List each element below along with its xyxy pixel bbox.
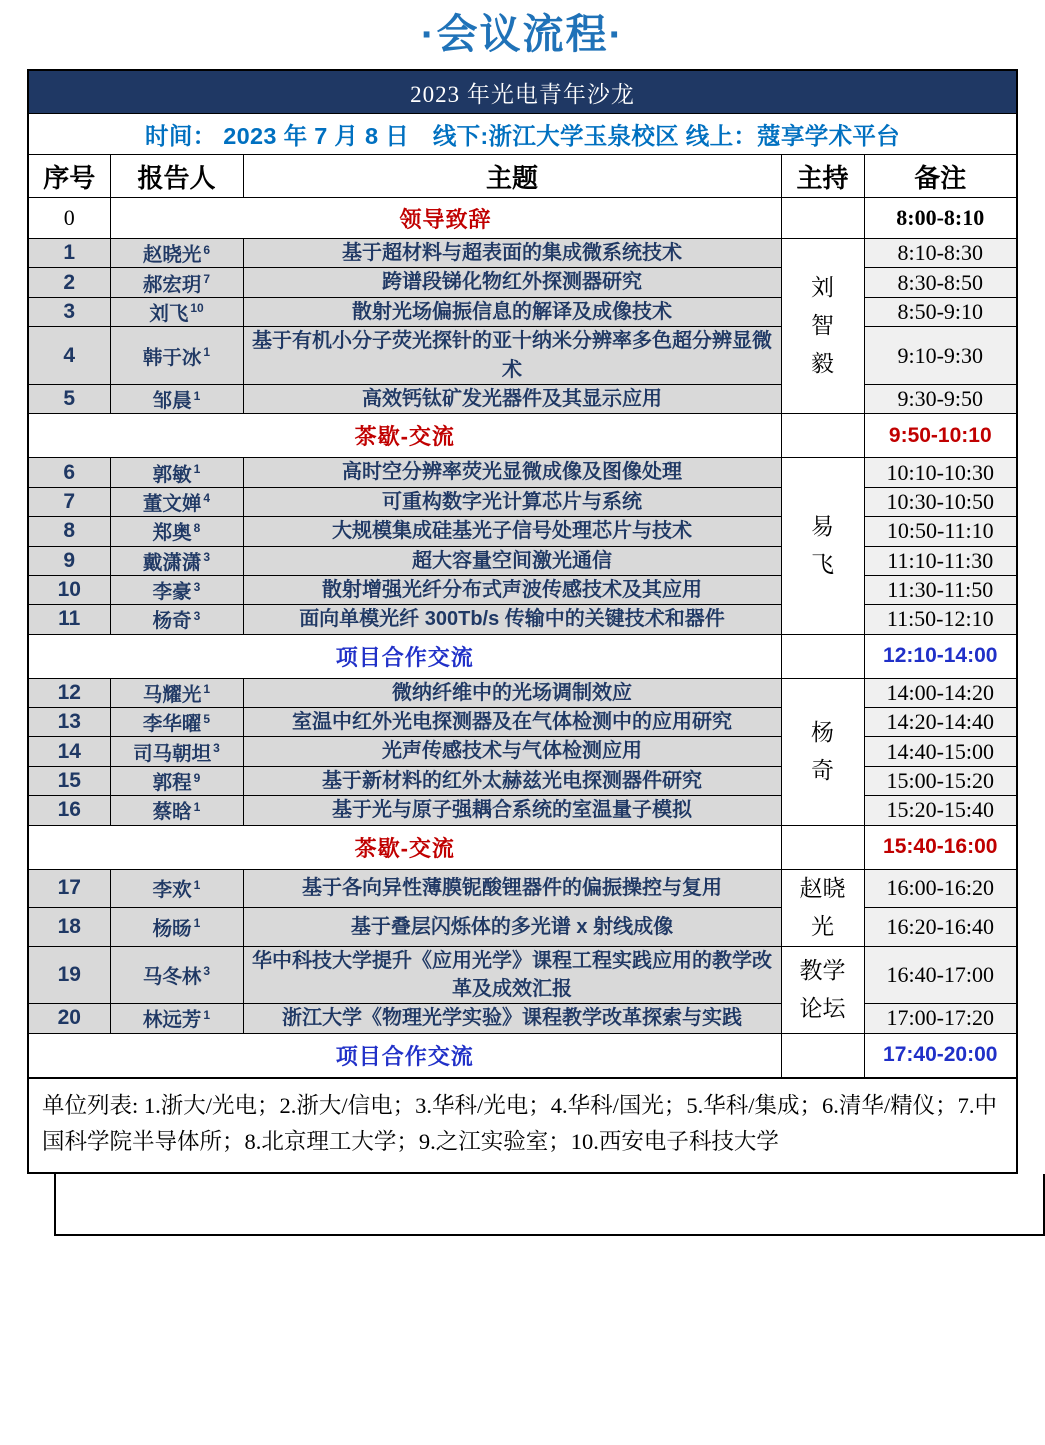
row-number: 7 bbox=[28, 487, 110, 516]
speaker-name: 董文婵 $^4$ bbox=[110, 487, 243, 516]
speaker-name: 戴潇潇 $^3$ bbox=[110, 546, 243, 575]
row-number: 11 bbox=[28, 605, 110, 634]
host-char: 论坛 bbox=[799, 994, 846, 1021]
speaker-name: 赵晓光 $^6$ bbox=[110, 239, 243, 268]
row-number: 12 bbox=[28, 678, 110, 707]
table-row bbox=[28, 327, 1017, 385]
speaker-name: 李华曜 $^5$ bbox=[110, 708, 243, 737]
conference-schedule-table bbox=[27, 69, 1018, 1079]
affiliation-superscript: 1 bbox=[193, 462, 201, 477]
break-time: 9:50-10:10 bbox=[864, 414, 1017, 458]
speaker-name: 郭敏 $^1$ bbox=[110, 458, 243, 487]
row-number: 6 bbox=[28, 458, 110, 487]
speaker-name: 马冬林 $^3$ bbox=[110, 946, 243, 1004]
talk-topic: 基于各向异性薄膜铌酸锂器件的偏振操控与复用 bbox=[243, 869, 781, 907]
row-number: 18 bbox=[28, 908, 110, 946]
affiliation-superscript: 4 bbox=[203, 491, 211, 506]
table-row bbox=[28, 487, 1017, 516]
host-cell-empty bbox=[781, 825, 864, 869]
row-time: 10:50-11:10 bbox=[864, 517, 1017, 546]
host-char: 飞 bbox=[811, 551, 834, 578]
table-row bbox=[28, 458, 1017, 487]
affiliation-superscript: 9 bbox=[193, 770, 201, 785]
break-row bbox=[28, 634, 1017, 678]
column-header-row bbox=[28, 155, 1017, 198]
speaker-name: 韩于冰 $^1$ bbox=[110, 327, 243, 385]
break-row bbox=[28, 825, 1017, 869]
speaker-name: 杨奇 $^3$ bbox=[110, 605, 243, 634]
affiliation-superscript: 7 bbox=[203, 272, 211, 287]
affiliation-superscript: 1 bbox=[193, 388, 201, 403]
affiliation-superscript: 3 bbox=[193, 579, 201, 594]
talk-topic: 散射增强光纤分布式声波传感技术及其应用 bbox=[243, 575, 781, 604]
host-name bbox=[781, 239, 864, 414]
row-time: 16:20-16:40 bbox=[864, 908, 1017, 946]
table-row bbox=[28, 605, 1017, 634]
row-time: 11:30-11:50 bbox=[864, 575, 1017, 604]
row-number: 10 bbox=[28, 575, 110, 604]
break-label: 茶歇-交流 bbox=[28, 414, 781, 458]
break-time: 12:10-14:00 bbox=[864, 634, 1017, 678]
table-row bbox=[28, 575, 1017, 604]
column-header-host: 主持 bbox=[781, 155, 864, 198]
affiliation-superscript: 3 bbox=[193, 608, 201, 623]
break-row bbox=[28, 1033, 1017, 1078]
row-number: 2 bbox=[28, 268, 110, 297]
table-row bbox=[28, 546, 1017, 575]
talk-topic: 基于叠层闪烁体的多光谱 x 射线成像 bbox=[243, 908, 781, 946]
row-time: 14:20-14:40 bbox=[864, 708, 1017, 737]
row-number: 8 bbox=[28, 517, 110, 546]
talk-topic: 浙江大学《物理光学实验》课程教学改革探索与实践 bbox=[243, 1004, 781, 1033]
speaker-name: 李欢 $^1$ bbox=[110, 869, 243, 907]
affiliation-superscript: 3 bbox=[203, 964, 211, 979]
host-char: 光 bbox=[811, 912, 834, 939]
row-time: 16:00-16:20 bbox=[864, 869, 1017, 907]
row-time: 8:10-8:30 bbox=[864, 239, 1017, 268]
row-number: 9 bbox=[28, 546, 110, 575]
talk-topic: 面向单模光纤 300Tb/s 传输中的关键技术和器件 bbox=[243, 605, 781, 634]
row-time: 9:30-9:50 bbox=[864, 384, 1017, 413]
opening-row bbox=[28, 198, 1017, 239]
speaker-name: 李豪 $^3$ bbox=[110, 575, 243, 604]
row-time: 8:50-9:10 bbox=[864, 297, 1017, 326]
affiliation-superscript: 8 bbox=[193, 520, 201, 535]
break-label: 项目合作交流 bbox=[28, 634, 781, 678]
table-row bbox=[28, 708, 1017, 737]
column-header-speaker: 报告人 bbox=[110, 155, 243, 198]
break-time: 15:40-16:00 bbox=[864, 825, 1017, 869]
row-number: 17 bbox=[28, 869, 110, 907]
page-title: ·会议流程· bbox=[420, 11, 625, 57]
affiliation-superscript: 1 bbox=[203, 1007, 211, 1022]
row-time: 15:20-15:40 bbox=[864, 796, 1017, 825]
table-row bbox=[28, 766, 1017, 795]
talk-topic: 散射光场偏振信息的解译及成像技术 bbox=[243, 297, 781, 326]
host-char: 赵晓 bbox=[799, 874, 846, 901]
column-header-no: 序号 bbox=[28, 155, 110, 198]
row-number: 1 bbox=[28, 239, 110, 268]
row-time: 14:40-15:00 bbox=[864, 737, 1017, 766]
row-number: 19 bbox=[28, 946, 110, 1004]
host-cell-empty bbox=[781, 634, 864, 678]
row-time: 10:10-10:30 bbox=[864, 458, 1017, 487]
affiliation-superscript: 3 bbox=[203, 550, 211, 565]
event-time-location: 时间： 2023 年 7 月 8 日 线下:浙江大学玉泉校区 线上：蔻享学术平台 bbox=[28, 114, 1017, 155]
affiliation-superscript: 1 bbox=[203, 345, 211, 360]
host-char: 智 bbox=[811, 312, 834, 339]
talk-topic: 华中科技大学提升《应用光学》课程工程实践应用的教学改革及成效汇报 bbox=[243, 946, 781, 1004]
affiliation-note: 单位列表: 1.浙大/光电；2.浙大/信电；3.华科/光电；4.华科/国光；5.华科/集成；6.清华/精仪；7.中国科学院半导体所；8.北京理工大学；9.之江实验室；10.西安电子科技大学 bbox=[27, 1079, 1018, 1174]
row-time: 8:00-8:10 bbox=[864, 198, 1017, 239]
host-char: 刘 bbox=[811, 274, 834, 301]
host-char: 杨 bbox=[811, 718, 834, 745]
table-row bbox=[28, 239, 1017, 268]
host-cell-empty bbox=[781, 1033, 864, 1078]
table-row bbox=[28, 268, 1017, 297]
table-row bbox=[28, 678, 1017, 707]
host-char: 易 bbox=[811, 513, 834, 540]
row-time: 10:30-10:50 bbox=[864, 487, 1017, 516]
affiliation-superscript: 1 bbox=[193, 877, 201, 892]
talk-topic: 基于超材料与超表面的集成微系统技术 bbox=[243, 239, 781, 268]
row-number: 16 bbox=[28, 796, 110, 825]
table-row bbox=[28, 908, 1017, 946]
speaker-name: 郭程 $^9$ bbox=[110, 766, 243, 795]
host-name bbox=[781, 946, 864, 1033]
table-row bbox=[28, 869, 1017, 907]
row-number: 20 bbox=[28, 1004, 110, 1033]
table-row bbox=[28, 297, 1017, 326]
speaker-name: 邹晨 $^1$ bbox=[110, 384, 243, 413]
event-banner-row bbox=[28, 70, 1017, 114]
table-row bbox=[28, 737, 1017, 766]
talk-topic: 微纳纤维中的光场调制效应 bbox=[243, 678, 781, 707]
table-row bbox=[28, 1004, 1017, 1033]
row-time: 11:10-11:30 bbox=[864, 546, 1017, 575]
row-number: 4 bbox=[28, 327, 110, 385]
speaker-name: 蔡晗 $^1$ bbox=[110, 796, 243, 825]
speaker-name: 司马朝坦 $^3$ bbox=[110, 737, 243, 766]
bottom-blank-frame bbox=[54, 1174, 1045, 1236]
column-header-topic: 主题 bbox=[243, 155, 781, 198]
talk-topic: 可重构数字光计算芯片与系统 bbox=[243, 487, 781, 516]
affiliation-superscript: 1 bbox=[193, 799, 201, 814]
table-row bbox=[28, 796, 1017, 825]
row-number: 14 bbox=[28, 737, 110, 766]
host-char: 奇 bbox=[811, 756, 834, 783]
host-cell-empty bbox=[781, 414, 864, 458]
row-time: 17:00-17:20 bbox=[864, 1004, 1017, 1033]
host-name bbox=[781, 678, 864, 825]
break-row bbox=[28, 414, 1017, 458]
talk-topic: 高时空分辨率荧光显微成像及图像处理 bbox=[243, 458, 781, 487]
row-number: 3 bbox=[28, 297, 110, 326]
affiliation-superscript: 10 bbox=[190, 301, 204, 316]
row-time: 14:00-14:20 bbox=[864, 678, 1017, 707]
row-number: 15 bbox=[28, 766, 110, 795]
event-meta-row bbox=[28, 114, 1017, 155]
talk-topic: 高效钙钛矿发光器件及其显示应用 bbox=[243, 384, 781, 413]
break-label: 茶歇-交流 bbox=[28, 825, 781, 869]
host-name bbox=[781, 458, 864, 634]
row-time: 16:40-17:00 bbox=[864, 946, 1017, 1004]
opening-label: 领导致辞 bbox=[110, 198, 781, 239]
break-label: 项目合作交流 bbox=[28, 1033, 781, 1078]
row-number: 5 bbox=[28, 384, 110, 413]
speaker-name: 刘飞 $^{10}$ bbox=[110, 297, 243, 326]
host-cell-empty bbox=[781, 198, 864, 239]
speaker-name: 马耀光 $^1$ bbox=[110, 678, 243, 707]
table-row bbox=[28, 384, 1017, 413]
affiliation-superscript: 1 bbox=[193, 916, 201, 931]
row-number: 0 bbox=[28, 198, 110, 239]
talk-topic: 超大容量空间激光通信 bbox=[243, 546, 781, 575]
row-number: 13 bbox=[28, 708, 110, 737]
speaker-name: 杨旸 $^1$ bbox=[110, 908, 243, 946]
talk-topic: 跨谱段锑化物红外探测器研究 bbox=[243, 268, 781, 297]
speaker-name: 郑奥 $^8$ bbox=[110, 517, 243, 546]
host-name bbox=[781, 869, 864, 946]
affiliation-superscript: 6 bbox=[203, 242, 211, 257]
talk-topic: 基于有机小分子荧光探针的亚十纳米分辨率多色超分辨显微术 bbox=[243, 327, 781, 385]
affiliation-superscript: 5 bbox=[203, 711, 211, 726]
row-time: 11:50-12:10 bbox=[864, 605, 1017, 634]
talk-topic: 室温中红外光电探测器及在气体检测中的应用研究 bbox=[243, 708, 781, 737]
talk-topic: 基于新材料的红外太赫兹光电探测器件研究 bbox=[243, 766, 781, 795]
event-name: 2023 年光电青年沙龙 bbox=[28, 70, 1017, 114]
host-char: 毅 bbox=[811, 350, 834, 377]
speaker-name: 林远芳 $^1$ bbox=[110, 1004, 243, 1033]
row-time: 9:10-9:30 bbox=[864, 327, 1017, 385]
talk-topic: 大规模集成硅基光子信号处理芯片与技术 bbox=[243, 517, 781, 546]
break-time: 17:40-20:00 bbox=[864, 1033, 1017, 1078]
speaker-name: 郝宏玥 $^7$ bbox=[110, 268, 243, 297]
schedule-table-wrapper bbox=[0, 69, 1045, 1236]
column-header-remark: 备注 bbox=[864, 155, 1017, 198]
host-char: 教学 bbox=[799, 956, 846, 983]
row-time: 15:00-15:20 bbox=[864, 766, 1017, 795]
talk-topic: 基于光与原子强耦合系统的室温量子模拟 bbox=[243, 796, 781, 825]
affiliation-superscript: 3 bbox=[213, 741, 220, 756]
table-row bbox=[28, 517, 1017, 546]
affiliation-superscript: 1 bbox=[203, 682, 211, 697]
row-time: 8:30-8:50 bbox=[864, 268, 1017, 297]
table-row bbox=[28, 946, 1017, 1004]
talk-topic: 光声传感技术与气体检测应用 bbox=[243, 737, 781, 766]
